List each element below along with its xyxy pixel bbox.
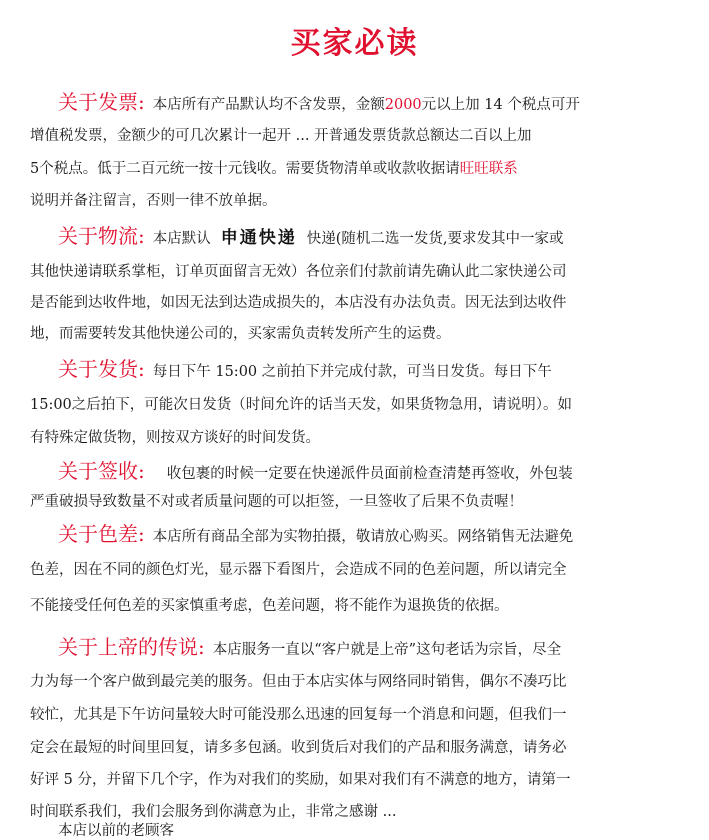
- text: 本店所有产品默认均不含发票，金额: [152, 97, 385, 113]
- text: 本店服务一直以“客户就是上帝”这句老话为宗旨，尽全: [212, 642, 562, 658]
- text: 本店默认: [152, 231, 211, 247]
- god-line-1: [58, 631, 561, 660]
- section-heading-shipping: 关于发货:: [58, 357, 145, 381]
- cut-off-line: [0, 815, 709, 839]
- text: 本店所有商品全部为实物拍摄，敬请放心购买。网络销售无法避免: [152, 529, 574, 545]
- shipping-line-3: 有特殊定做货物，则按双方谈好的时间发货。: [30, 430, 320, 446]
- section-heading-color: 关于色差:: [58, 522, 145, 546]
- receipt-line-2: 严重破损导致数量不对或者质量问题的可以拒签，一旦签收了后果不负责喔！: [30, 494, 523, 510]
- page-title: 买家必读: [290, 26, 419, 61]
- god-line-3: 较忙，尤其是下午访问量较大时可能没那么迅速的回复每一个消息和问题，但我们一: [30, 707, 567, 723]
- amount-highlight: 2000: [384, 97, 422, 113]
- logistics-line-1: [58, 220, 564, 249]
- cut-off-text: 本店以前的老顾客: [58, 823, 174, 839]
- invoice-line-2: 增值税发票，金额少的可几次累计一起开 ... 开普通发票货款总额达二百以上加: [30, 128, 532, 144]
- text: 元以上加 14 个税点可开: [421, 97, 580, 113]
- god-line-6: 时间联系我们，我们会服务到你满意为止，非常之感谢 ...: [30, 804, 397, 820]
- text: 每日下午 15:00 之前拍下并完成付款，可当日发货。每日下午: [152, 364, 552, 380]
- text: 5个税点。低于二百元统一按十元钱收。需要货物清单或收款收据请: [30, 161, 460, 177]
- courier-name: 申通快递: [220, 228, 297, 248]
- god-line-5: 好评 5 分，并留下几个字，作为对我们的奖励，如果对我们有不满意的地方，请第一: [30, 772, 571, 788]
- logistics-line-4: 地，而需要转发其他快递公司的，买家需负责转发所产生的运费。: [30, 326, 451, 342]
- invoice-line-4: 说明并备注留言，否则一律不放单据。: [30, 193, 277, 209]
- text: 快递(随机二选一发货,要求发其中一家或: [306, 231, 564, 247]
- logistics-line-2: 其他快递请联系掌柜，订单页面留言无效）各位亲们付款前请先确认此二家快递公司: [30, 264, 567, 280]
- receipt-line-1: [58, 455, 573, 484]
- god-line-4: 定会在最短的时间里回复，请多多包涵。收到货后对我们的产品和服务满意，请务必: [30, 740, 567, 756]
- section-heading-logistics: 关于物流:: [58, 224, 145, 248]
- color-line-3: 不能接受任何色差的买家慎重考虑，色差问题，将不能作为退换货的依据。: [30, 598, 509, 614]
- god-line-2: 力为每一个客户做到最完美的服务。但由于本店实体与网络同时销售，偶尔不凑巧比: [30, 674, 567, 690]
- text: 收包裹的时候一定要在快递派件员面前检查清楚再签收，外包装: [166, 466, 573, 482]
- section-heading-god: 关于上帝的传说:: [58, 635, 205, 659]
- section-heading-invoice: 关于发票:: [58, 90, 145, 114]
- wangwang-contact-link[interactable]: 旺旺联系: [459, 161, 518, 177]
- invoice-line-3: [30, 157, 518, 178]
- color-line-1: [58, 518, 573, 547]
- section-heading-receipt: 关于签收:: [58, 459, 145, 483]
- color-line-2: 色差，因在不同的颜色灯光，显示器下看图片，会造成不同的色差问题，所以请完全: [30, 562, 567, 578]
- shipping-line-1: [58, 353, 552, 382]
- shipping-line-2: 15:00之后拍下，可能次日发货（时间允许的话当天发，如果货物急用，请说明）。如: [30, 397, 573, 413]
- invoice-line-1: [58, 86, 580, 115]
- logistics-line-3: 是否能到达收件地，如因无法到达造成损失的，本店没有办法负责。因无法到达收件: [30, 295, 567, 311]
